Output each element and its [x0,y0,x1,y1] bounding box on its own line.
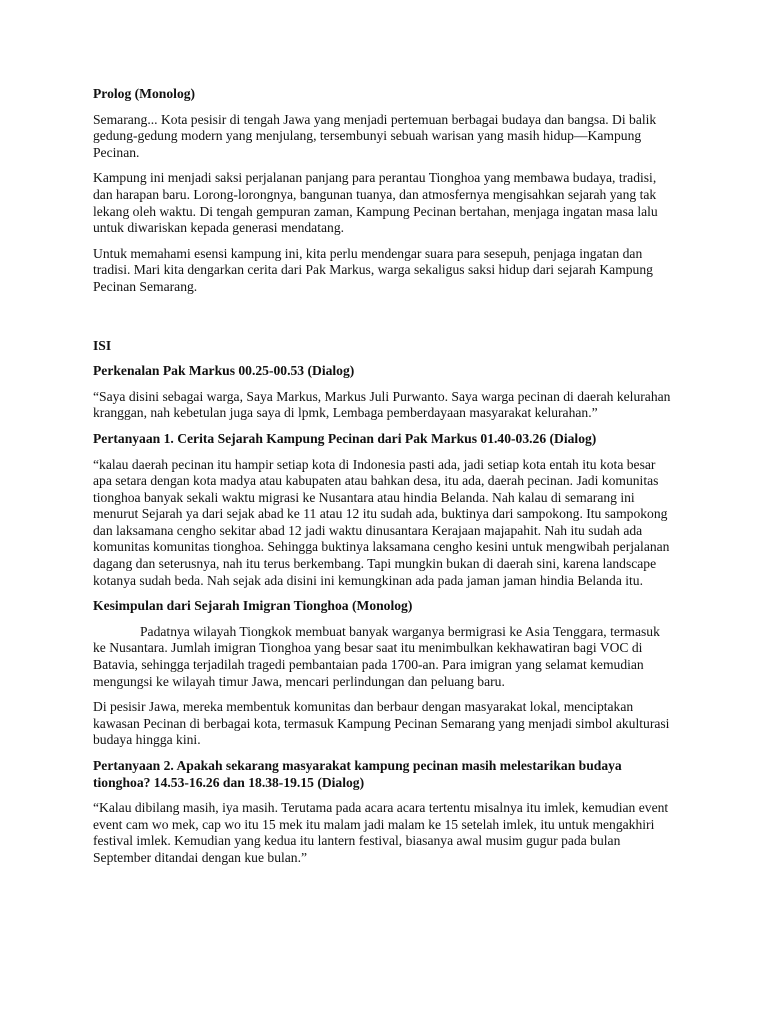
document-page [93,86,676,876]
kesimpulan-heading: Kesimpulan dari Sejarah Imigran Tionghoa (Monolog) [93,598,413,614]
pertanyaan-2-heading: Pertanyaan 2. Apakah sekarang masyarakat kampung pecinan masih melestarikan budaya tionghoa? 14.53-16.26 dan 18.38-19.15 (Dialog) [93,758,622,790]
kesimpulan-paragraph-2: Di pesisir Jawa, mereka membentuk komunitas dan berbaur dengan masyarakat lokal, menciptakan kawasan Pecinan di berbagai kota, termasuk Kampung Pecinan Semarang yang menjadi simbol akulturasi budaya hingga kini. [93,699,670,748]
perkenalan-heading: Perkenalan Pak Markus 00.25-00.53 (Dialog) [93,363,355,379]
perkenalan-dialog: “Saya disini sebagai warga, Saya Markus, Markus Juli Purwanto. Saya warga pecinan di daerah kelurahan kranggan, nah kebetulan juga saya di lpmk, Lembaga pemberdayaan masyarakat kelurahan.” [93,388,671,421]
pertanyaan-1-heading: Pertanyaan 1. Cerita Sejarah Kampung Pecinan dari Pak Markus 01.40-03.26 (Dialog) [93,430,597,446]
section-spacer [93,305,676,338]
prolog-paragraph-2: Kampung ini menjadi saksi perjalanan panjang para perantau Tionghoa yang membawa budaya, tradisi, dan harapan baru. Lorong-lorongnya, bangunan tuanya, dan atmosfernya mengisahkan sejarah yang tak lekang oleh waktu. Di tengah gempuran zaman, Kampung Pecinan bertahan, menjaga ingatan masa lalu untuk diwariskan kepada generasi mendatang. [93,170,658,236]
isi-heading: ISI [93,337,112,353]
pertanyaan-2-dialog: “Kalau dibilang masih, iya masih. Terutama pada acara acara tertentu misalnya itu imlek, kemudian event event cam wo mek, cap wo itu 15 mek itu malam jadi malam ke 15 setelah imlek, itu untuk mengakhiri festival imlek. Kemudian yang kedua itu lantern festival, biasanya awal musim gugur pada bulan September ditandai dengan kue bulan.” [93,800,669,865]
prolog-paragraph-1: Semarang... Kota pesisir di tengah Jawa yang menjadi pertemuan berbagai budaya dan bangsa. Di balik gedung-gedung modern yang menjulang, tersembunyi sebuah warisan yang masih hidup—Kampung Pecinan. [93,111,657,160]
pertanyaan-1-dialog: “kalau daerah pecinan itu hampir setiap kota di Indonesia pasti ada, jadi setiap kota entah itu kota besar apa setara dengan kota madya atau kabupaten atau bahkan desa, itu ada, daerah pecinan. Jadi komunitas tionghoa banyak sekali waktu migrasi ke Nusantara atau hindia Belanda. Nah kalau di semarang ini menurut Sejarah ya dari sejak abad ke 11 atau 12 itu sudah ada, buktinya dari sampokong. Itu sampokong dan laksamana cengho sekitar abad 12 jadi waktu dinusantara Kerajaan majapahit. Nah itu sudah ada komunitas komunitas tionghoa. Sehingga buktinya laksamana cengho kesini untuk mengwibah perjalanan dagang dan seterusnya, nah itu terus berkembang. Tapi mungkin bukan di daerah sini, karena landscape kotanya sudah beda. Nah sejak ada disini ini kemungkinan ada pada jaman jaman hindia Belanda itu. [93,456,670,588]
kesimpulan-paragraph-1: Padatnya wilayah Tiongkok membuat banyak warganya bermigrasi ke Asia Tenggara, termasuk ke Nusantara. Jumlah imigran Tionghoa yang besar saat itu menimbulkan kekhawatiran bagi VOC di Batavia, sehingga terjadilah tragedi pembantaian pada 1700-an. Para imigran yang selamat kemudian mengungsi ke wilayah timur Jawa, mencari perlindungan dan peluang baru. [93,623,660,689]
prolog-paragraph-3: Untuk memahami esensi kampung ini, kita perlu mendengar suara para sesepuh, penjaga ingatan dan tradisi. Mari kita dengarkan cerita dari Pak Markus, warga sekaligus saksi hidup dari sejarah Kampung Pecinan Semarang. [93,245,653,294]
prolog-heading: Prolog (Monolog) [93,86,196,101]
